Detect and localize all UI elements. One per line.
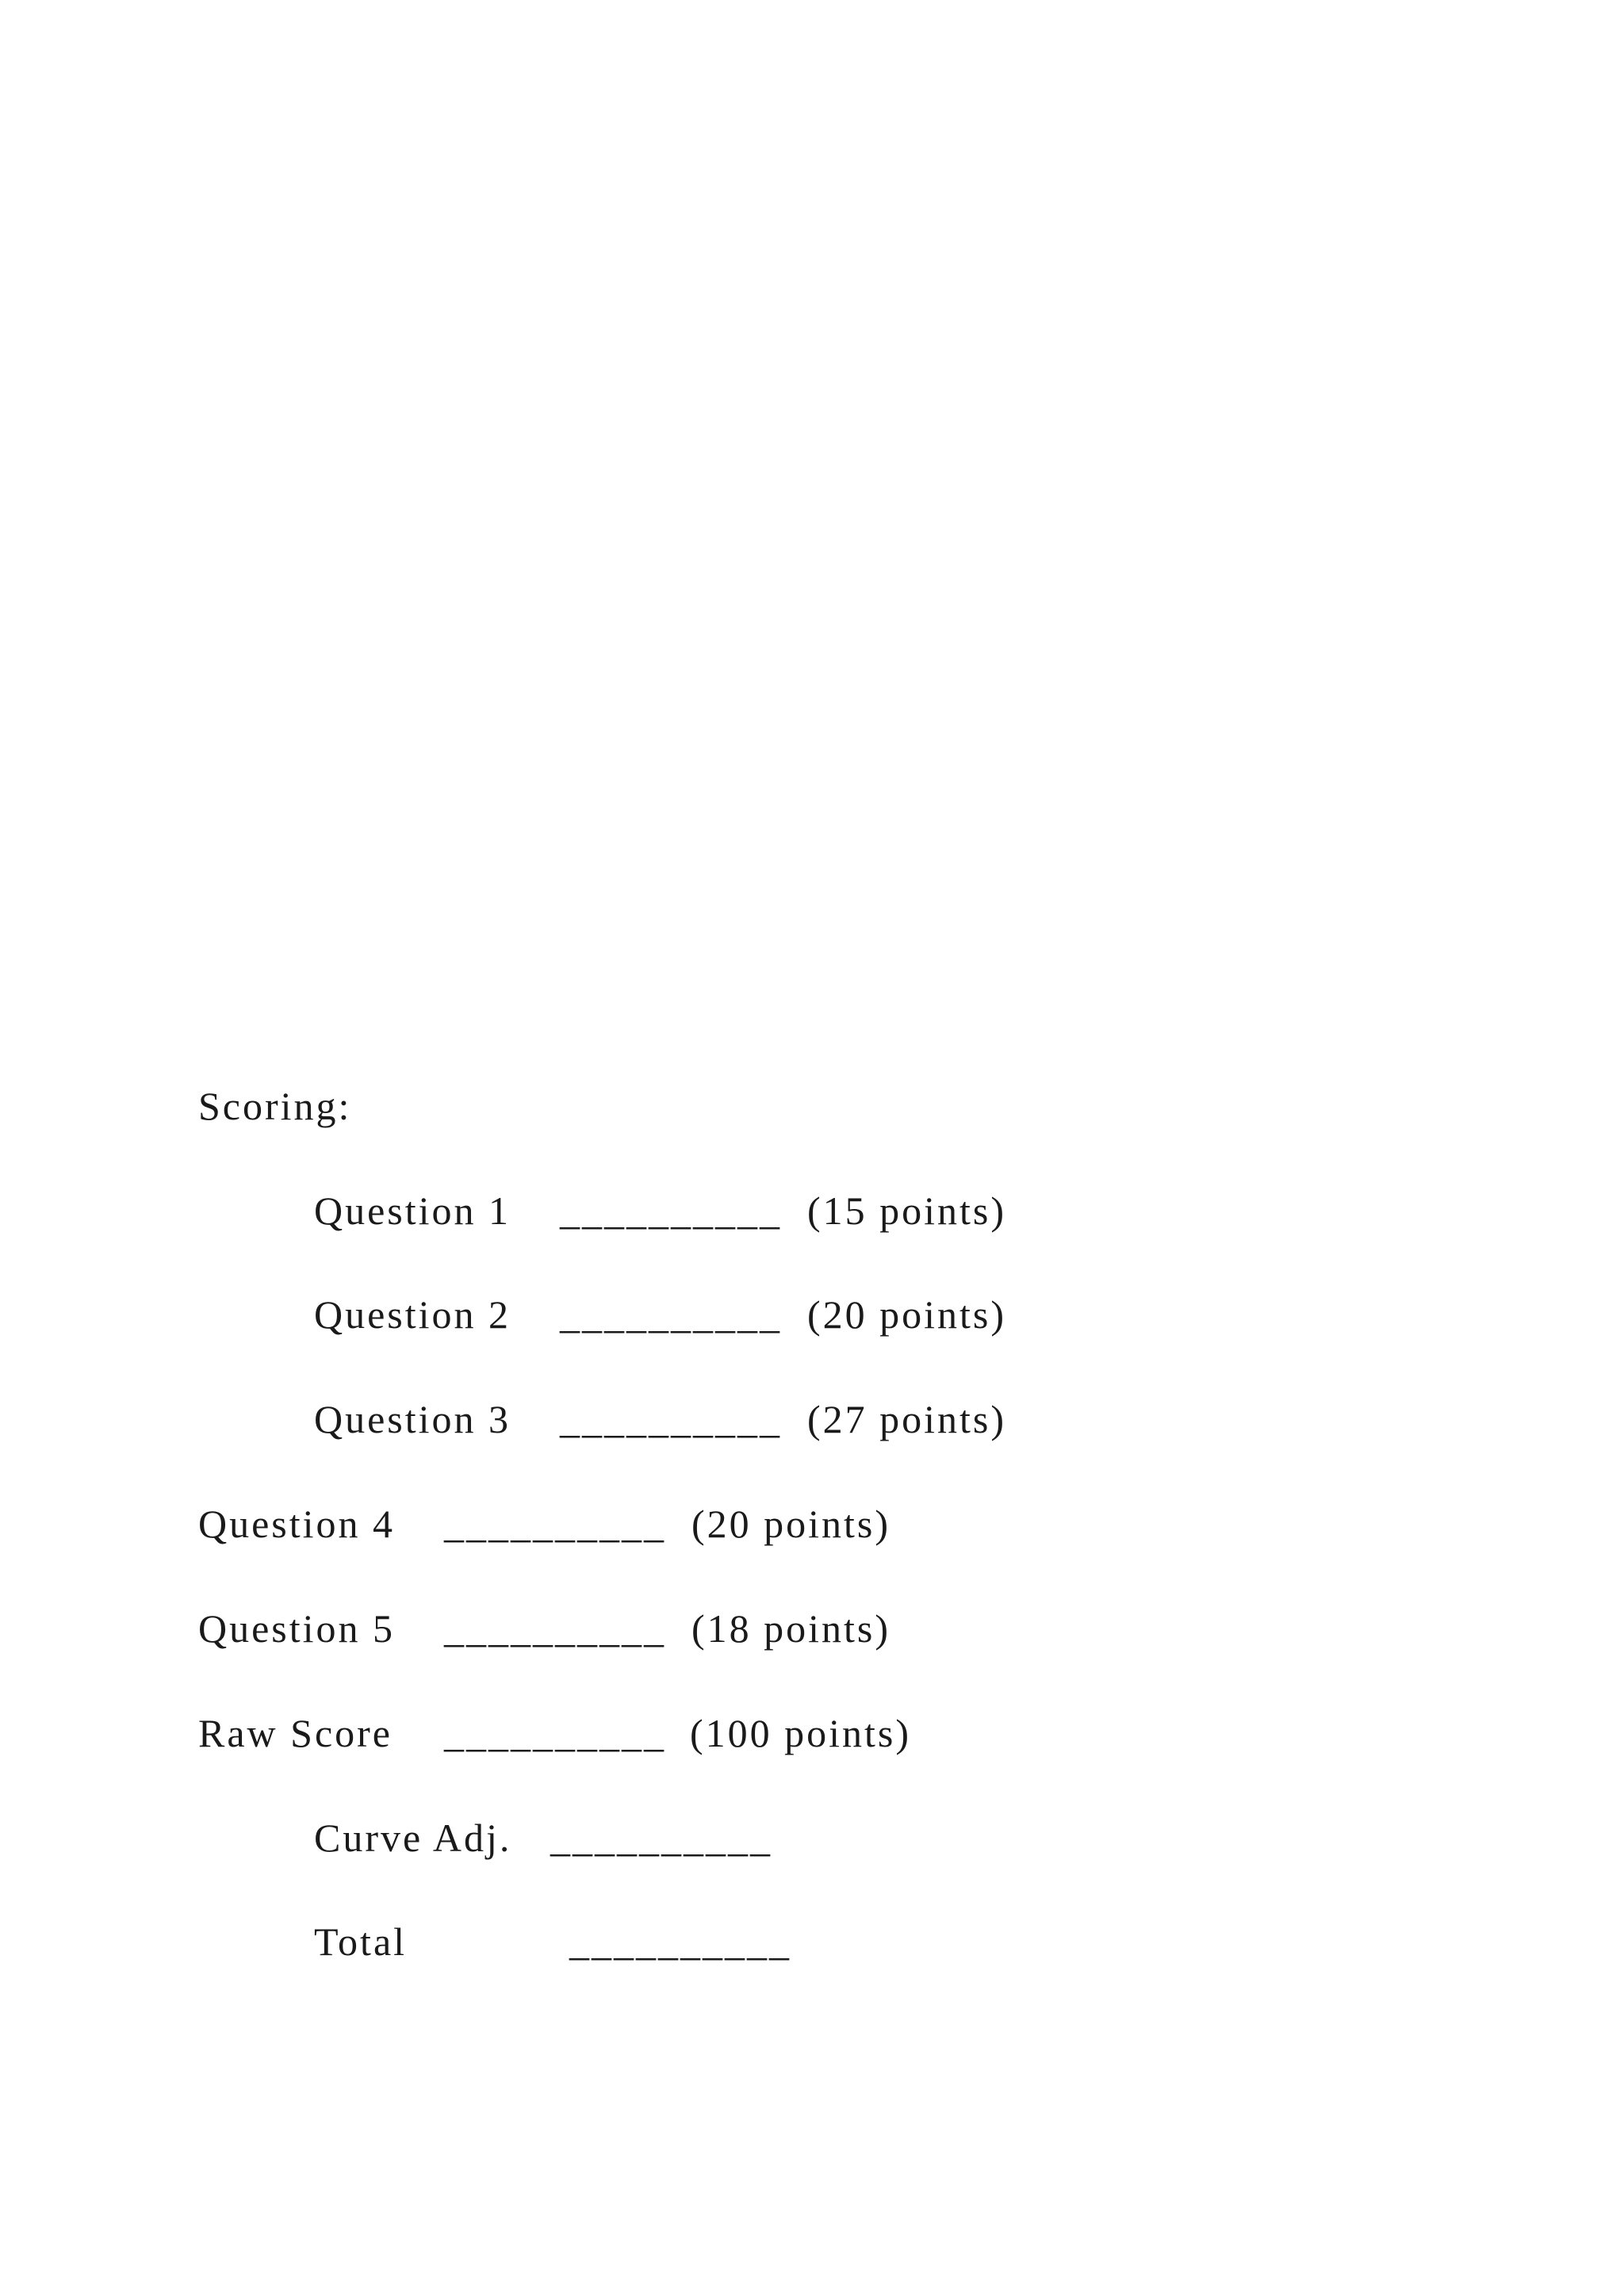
- row-label: Question 5: [198, 1606, 396, 1651]
- score-blank[interactable]: __________: [560, 1188, 782, 1233]
- points-value: (15 points): [807, 1188, 1007, 1233]
- row-label: Raw Score: [198, 1711, 393, 1755]
- score-blank[interactable]: __________: [444, 1606, 666, 1651]
- score-blank[interactable]: __________: [444, 1502, 666, 1546]
- score-blank[interactable]: __________: [569, 1919, 791, 1964]
- scoring-heading-text: Scoring:: [198, 1084, 352, 1128]
- row-label: Question 1: [314, 1188, 511, 1233]
- points-value: (27 points): [807, 1397, 1007, 1441]
- points-value: (18 points): [691, 1606, 891, 1651]
- points-value: (20 points): [691, 1502, 891, 1546]
- row-label: Curve Adj.: [314, 1816, 512, 1860]
- row-label: Question 2: [314, 1292, 511, 1337]
- row-label: Question 3: [314, 1397, 511, 1441]
- score-blank[interactable]: __________: [550, 1816, 772, 1860]
- points-value: (100 points): [690, 1711, 912, 1755]
- score-blank[interactable]: __________: [444, 1711, 666, 1755]
- score-blank[interactable]: __________: [560, 1292, 782, 1337]
- score-blank[interactable]: __________: [560, 1397, 782, 1441]
- row-label: Question 4: [198, 1502, 396, 1546]
- points-value: (20 points): [807, 1292, 1007, 1337]
- row-label: Total: [314, 1919, 408, 1964]
